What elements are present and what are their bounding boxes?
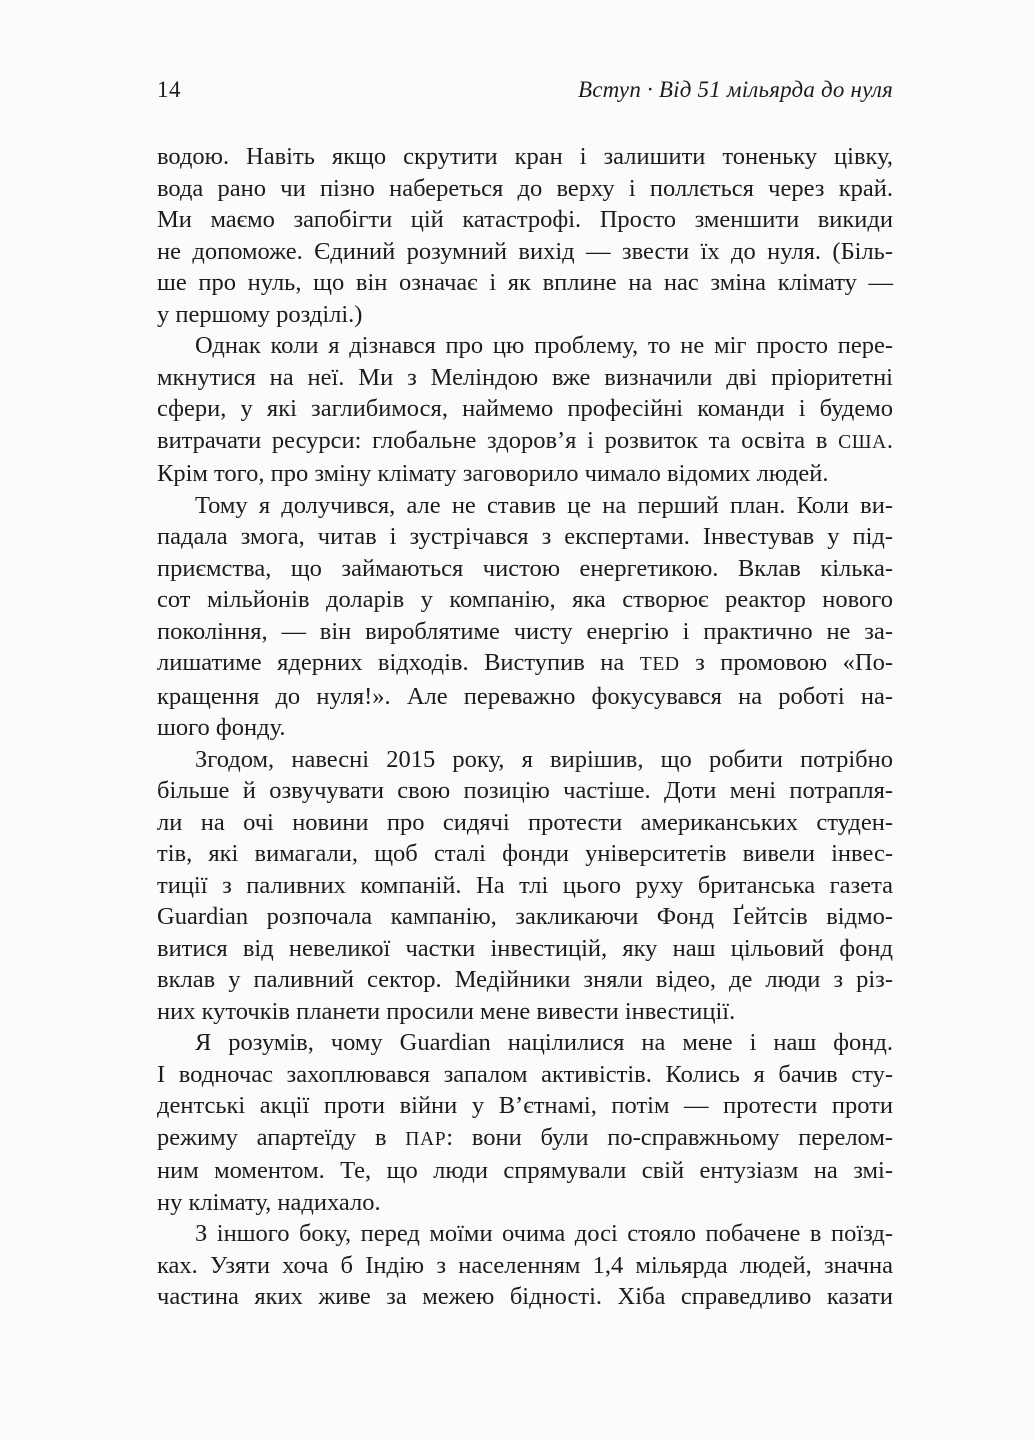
text-line: не допоможе. Єдиний розумний вихід — звести їх до нуля. (Біль- [157,237,893,265]
paragraph-3 [157,490,893,744]
text-line: у першому розділі.) [157,300,363,328]
text-line: ках. Узяти хоча б Індію з населенням 1,4 мільярда людей, значна [157,1251,893,1279]
text-line: вода рано чи пізно набереться до верху і поллється через край. [157,174,893,202]
text-line: них куточків планети просили мене вивести інвестиції. [157,997,736,1025]
text-line: приємства, що займаються чистою енергетикою. Вклав кілька- [157,554,893,582]
text-line: ше про нуль, що він означає і як вплине на нас зміна клімату — [157,269,893,296]
text-line: ним моментом. Те, що люди спрямували свій ентузіазм на змі- [157,1157,893,1184]
text-line: шого фонду. [157,714,286,741]
running-head [157,76,893,104]
text-line: водою. Навіть якщо скрутити кран і залишити тоненьку цівку, [157,143,893,170]
text-line: витися від невеликої частки інвестицій, яку наш цільовий фонд [157,934,893,962]
text-line: ну клімату, надихало. [157,1188,381,1216]
text-line: кращення до нуля!». Але переважно фокусувався на роботі на- [157,682,893,710]
page-body [157,141,893,1313]
text-line: більше й озвучувати свою позицію частіше. Доти мені потрапля- [157,777,893,804]
text-line: мкнутися на неї. Ми з Меліндою вже визначили дві пріоритетні [157,363,893,391]
text-line: сот мільйонів доларів у компанію, яка створює реактор нового [157,586,893,613]
paragraph-1 [157,141,893,330]
text-line: Тому я долучився, але не ставив це на перший план. Коли ви- [195,491,893,519]
text-line: І водночас захоплювався запалом активістів. Колись я бачив сту- [157,1060,893,1088]
text-line: тів, які вимагали, щоб сталі фонди університетів вивели інвес- [157,840,893,867]
text-line: ли на очі новини про сидячі протести американських студен- [157,808,893,836]
text-line: тиції з паливних компаній. На тлі цього руху британська газета [157,871,893,899]
text-line: Я розумів, чому Guardian націлилися на мене і наш фонд. [195,1029,893,1056]
text-line: Крім того, про зміну клімату заговорило чимало відомих людей. [157,460,829,487]
text-line: витрачати ресурси: глобальне здоров’я і розвиток та освіта в США. [157,426,893,454]
paragraph-4 [157,744,893,1028]
text-line: сфери, у які заглибимося, наймемо професійні команди і будемо [157,395,893,422]
text-line: вклав у паливний сектор. Медійники зняли відео, де люди з різ- [157,966,893,993]
paragraph-6 [157,1218,893,1313]
paragraph-5 [157,1027,893,1218]
text-line: частина яких живе за межею бідності. Хіба справедливо казати [157,1283,893,1310]
text-line: Згодом, навесні 2015 року, я вирішив, що робити потрібно [195,745,893,773]
text-line: Однак коли я дізнався про цю проблему, то не міг просто пере- [195,332,893,359]
text-line: лишатиме ядерних відходів. Виступив на TED з промовою «По- [157,649,893,676]
paragraph-2 [157,330,893,490]
text-line: режиму апартеїду в ПАР: вони були по-справжньому перелом- [157,1123,893,1151]
text-line: покоління, — він вироблятиме чисту енергію і практично не за- [157,617,893,645]
text-line: Guardian розпочала кампанію, закликаючи Фонд Ґейтсів відмо- [157,903,893,930]
text-line: падала змога, читав і зустрічався з експертами. Інвестував у під- [157,523,893,550]
text-line: дентські акції проти війни у В’єтнамі, потім — протести проти [157,1092,893,1119]
text-line: З іншого боку, перед моїми очима досі стояло побачене в поїзд- [195,1220,893,1247]
running-header-title: Вступ · Від 51 мільярда до нуля [578,77,893,102]
text-line: Ми маємо запобігти цій катастрофі. Просто зменшити викиди [157,206,893,233]
page-number: 14 [157,77,181,102]
page-content [157,76,893,1313]
